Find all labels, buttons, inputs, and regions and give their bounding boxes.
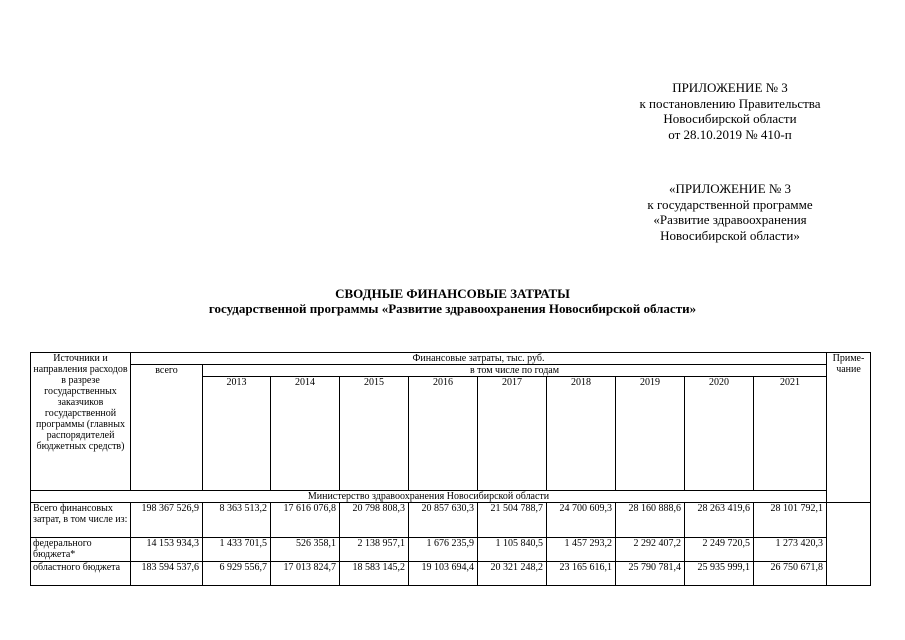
document-title [0, 286, 905, 316]
cell-value: 25 935 999,1 [685, 562, 754, 586]
cell-value: 8 363 513,2 [203, 503, 271, 538]
row-label: федерального бюджета* [31, 538, 131, 562]
financial-costs-header: Финансовые затраты, тыс. руб. [131, 353, 827, 365]
year-header: 2018 [547, 377, 616, 491]
year-header: 2019 [616, 377, 685, 491]
cell-value: 20 857 630,3 [409, 503, 478, 538]
appendix-date: от 28.10.2019 № 410-п [668, 126, 792, 142]
program-appendix-reference: к государственной программе [647, 196, 813, 212]
year-header: 2021 [754, 377, 827, 491]
year-header: 2015 [340, 377, 409, 491]
year-header: 2016 [409, 377, 478, 491]
cell-value: 17 013 824,7 [271, 562, 340, 586]
note-header: Приме-чание [827, 353, 871, 503]
resolution-appendix-header [560, 80, 900, 142]
cell-value: 21 504 788,7 [478, 503, 547, 538]
financial-costs-table [30, 352, 871, 586]
total-header: всего [131, 365, 203, 491]
cell-value: 28 160 888,6 [616, 503, 685, 538]
cell-value: 26 750 671,8 [754, 562, 827, 586]
by-years-header: в том числе по годам [203, 365, 827, 377]
cell-value: 1 433 701,5 [203, 538, 271, 562]
year-header: 2020 [685, 377, 754, 491]
cell-value: 1 105 840,5 [478, 538, 547, 562]
cell-value: 1 457 293,2 [547, 538, 616, 562]
cell-value: 20 798 808,3 [340, 503, 409, 538]
note-cell [827, 503, 871, 586]
ministry-row: Министерство здравоохранения Новосибирской области [31, 491, 827, 503]
cell-value: 2 138 957,1 [340, 538, 409, 562]
cell-value: 24 700 609,3 [547, 503, 616, 538]
title-line-2: государственной программы «Развитие здравоохранения Новосибирской области» [208, 301, 697, 316]
cell-value: 1 273 420,3 [754, 538, 827, 562]
year-header: 2017 [478, 377, 547, 491]
row-label: Всего финансовых затрат, в том числе из: [31, 503, 131, 538]
cell-value: 19 103 694,4 [409, 562, 478, 586]
cell-value: 23 165 616,1 [547, 562, 616, 586]
program-appendix-name: «Развитие здравоохранения [653, 212, 807, 227]
program-appendix-number: «ПРИЛОЖЕНИЕ № 3 [668, 181, 792, 196]
row-total: 198 367 526,9 [131, 503, 203, 538]
cell-value: 20 321 248,2 [478, 562, 547, 586]
program-appendix-region: Новосибирской области» [660, 227, 800, 243]
row-label: областного бюджета [31, 562, 131, 586]
appendix-reference: к постановлению Правительства [639, 95, 821, 111]
sources-header: Источники и направления расходов в разрезе государственных заказчиков государственной программы (главных распорядителей бюджетных средств) [31, 353, 131, 491]
row-total: 183 594 537,6 [131, 562, 203, 586]
cell-value: 18 583 145,2 [340, 562, 409, 586]
cell-value: 6 929 556,7 [203, 562, 271, 586]
cell-value: 17 616 076,8 [271, 503, 340, 538]
table-row [31, 503, 871, 538]
cell-value: 526 358,1 [271, 538, 340, 562]
cell-value: 28 263 419,6 [685, 503, 754, 538]
row-total: 14 153 934,3 [131, 538, 203, 562]
title-line-1: СВОДНЫЕ ФИНАНСОВЫЕ ЗАТРАТЫ [335, 286, 570, 301]
cell-value: 1 676 235,9 [409, 538, 478, 562]
table-row [31, 562, 871, 586]
cell-value: 2 292 407,2 [616, 538, 685, 562]
appendix-number: ПРИЛОЖЕНИЕ № 3 [672, 80, 788, 95]
cell-value: 28 101 792,1 [754, 503, 827, 538]
appendix-region: Новосибирской области [663, 111, 797, 126]
year-header: 2014 [271, 377, 340, 491]
cell-value: 2 249 720,5 [685, 538, 754, 562]
cell-value: 25 790 781,4 [616, 562, 685, 586]
table-row [31, 538, 871, 562]
program-appendix-header [560, 181, 900, 243]
year-header: 2013 [203, 377, 271, 491]
